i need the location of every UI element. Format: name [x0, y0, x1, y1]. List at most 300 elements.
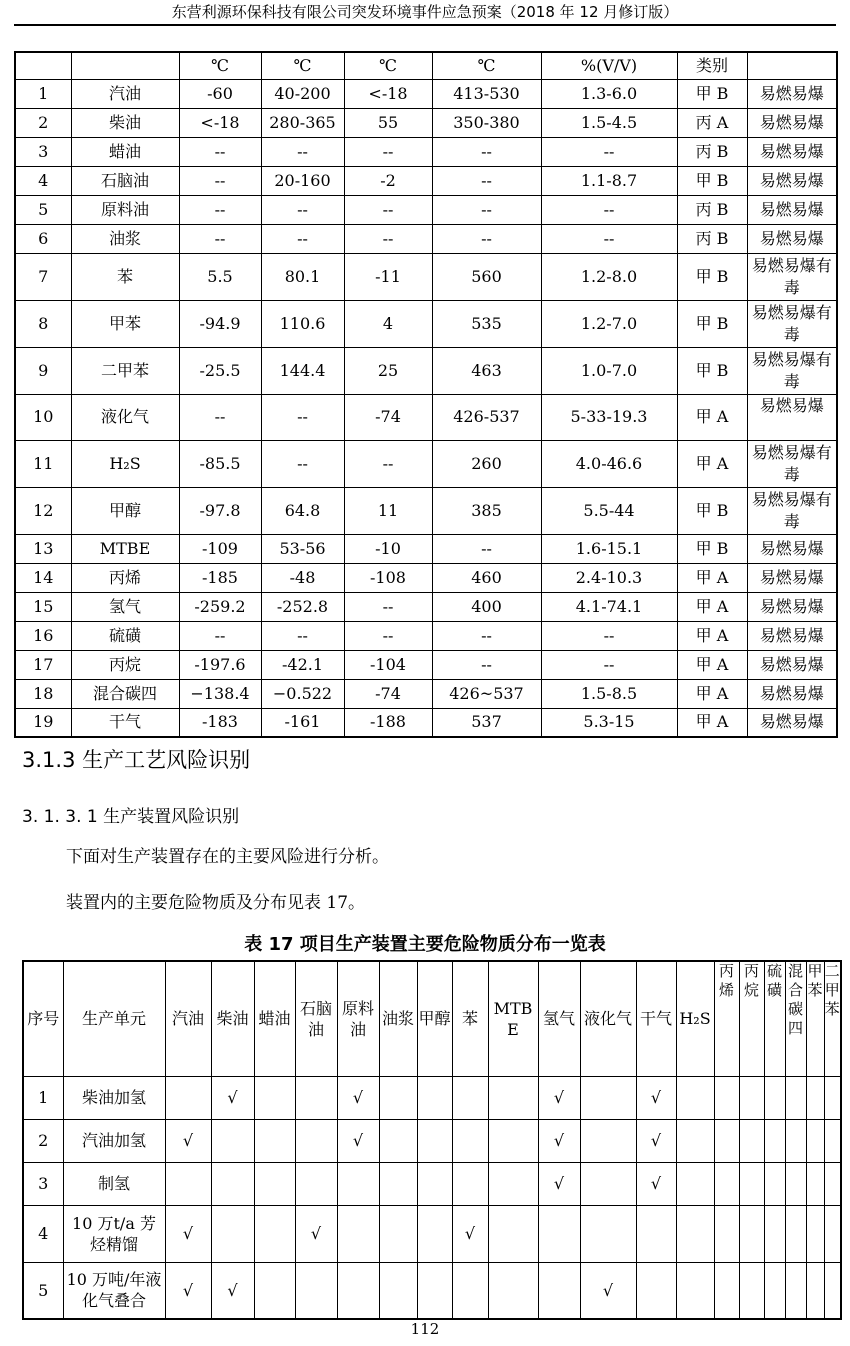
- column-header: 甲苯: [806, 961, 824, 1076]
- table-cell: --: [432, 224, 541, 253]
- column-header: 液化气: [580, 961, 636, 1076]
- column-header: 序号: [23, 961, 63, 1076]
- table-cell: [379, 1119, 417, 1162]
- table-cell: [636, 1205, 676, 1262]
- table-cell: 5.5: [179, 253, 261, 300]
- table-cell: [747, 52, 837, 79]
- table-cell: [676, 1162, 714, 1205]
- column-header: 柴油: [211, 961, 254, 1076]
- table-cell: --: [432, 195, 541, 224]
- table-cell: [714, 1205, 739, 1262]
- table-row: [15, 394, 837, 440]
- table-cell: 甲 B: [677, 166, 747, 195]
- table-row: [15, 563, 837, 592]
- table-row: [15, 534, 837, 563]
- subsection-heading: 3. 1. 3. 1 生产装置风险识别: [22, 807, 240, 827]
- table-cell: 丙 B: [677, 137, 747, 166]
- table-cell: 110.6: [261, 300, 344, 347]
- table-row: [15, 592, 837, 621]
- table-cell: 426-537: [432, 394, 541, 440]
- table-cell: [211, 1119, 254, 1162]
- table-cell: 1: [15, 79, 71, 108]
- table-cell: 18: [15, 679, 71, 708]
- table-cell: 1.1-8.7: [541, 166, 677, 195]
- table-cell: 5-33-19.3: [541, 394, 677, 440]
- table-cell: 1.0-7.0: [541, 347, 677, 394]
- table-cell: [580, 1162, 636, 1205]
- table-row: [15, 347, 837, 394]
- table-cell: 10: [15, 394, 71, 440]
- table-cell: 易燃易爆: [747, 708, 837, 737]
- table-cell: --: [541, 650, 677, 679]
- table-cell: √: [211, 1262, 254, 1319]
- table-row: [15, 300, 837, 347]
- table-row: [23, 1262, 841, 1319]
- table-cell: --: [179, 621, 261, 650]
- table-cell: [254, 1262, 295, 1319]
- table-cell: -97.8: [179, 487, 261, 534]
- table-cell: --: [344, 137, 432, 166]
- table-cell: 丙烯: [71, 563, 179, 592]
- table-cell: -109: [179, 534, 261, 563]
- table-cell: [764, 1162, 785, 1205]
- table-cell: [580, 1076, 636, 1119]
- table-cell: --: [179, 224, 261, 253]
- table-cell: 6: [15, 224, 71, 253]
- table-cell: [337, 1162, 379, 1205]
- table-cell: [538, 1262, 580, 1319]
- table-cell: 丙烷: [71, 650, 179, 679]
- table-row: [23, 1076, 841, 1119]
- table-cell: [676, 1119, 714, 1162]
- table-cell: 12: [15, 487, 71, 534]
- table-cell: 1.5-4.5: [541, 108, 677, 137]
- table-cell: 汽油加氢: [63, 1119, 165, 1162]
- column-header: 石脑油: [295, 961, 337, 1076]
- table-cell: [452, 1119, 488, 1162]
- table-cell: 80.1: [261, 253, 344, 300]
- table-cell: <-18: [179, 108, 261, 137]
- table-cell: 1.2-8.0: [541, 253, 677, 300]
- table-cell: 13: [15, 534, 71, 563]
- table-cell: [580, 1119, 636, 1162]
- table-cell: 丙 A: [677, 108, 747, 137]
- table-cell: ℃: [261, 52, 344, 79]
- table-cell: 19: [15, 708, 71, 737]
- table-cell: [295, 1162, 337, 1205]
- table-row: [15, 440, 837, 487]
- column-header: 甲醇: [417, 961, 452, 1076]
- table-cell: --: [344, 224, 432, 253]
- table-cell: [452, 1262, 488, 1319]
- table-cell: 甲醇: [71, 487, 179, 534]
- table-cell: 甲 B: [677, 487, 747, 534]
- table-cell: -259.2: [179, 592, 261, 621]
- column-header: H₂S: [676, 961, 714, 1076]
- table-cell: [806, 1076, 824, 1119]
- table-cell: [714, 1119, 739, 1162]
- table-cell: √: [452, 1205, 488, 1262]
- table-cell: 53-56: [261, 534, 344, 563]
- table-cell: -85.5: [179, 440, 261, 487]
- table-row: [15, 621, 837, 650]
- table-cell: 535: [432, 300, 541, 347]
- table-cell: 1.5-8.5: [541, 679, 677, 708]
- table-cell: √: [636, 1076, 676, 1119]
- table-cell: [379, 1205, 417, 1262]
- table-cell: 易燃易爆: [747, 79, 837, 108]
- table-cell: 4.1-74.1: [541, 592, 677, 621]
- table-cell: 甲 A: [677, 650, 747, 679]
- table-cell: [764, 1205, 785, 1262]
- table-cell: [417, 1162, 452, 1205]
- table-cell: 20-160: [261, 166, 344, 195]
- table-cell: √: [580, 1262, 636, 1319]
- column-header: MTBE: [488, 961, 538, 1076]
- table-cell: 易燃易爆: [747, 650, 837, 679]
- table-cell: [295, 1119, 337, 1162]
- table-cell: [254, 1119, 295, 1162]
- table-cell: --: [432, 534, 541, 563]
- table-cell: 11: [344, 487, 432, 534]
- table-cell: [764, 1119, 785, 1162]
- table-cell: [452, 1076, 488, 1119]
- table-cell: [488, 1119, 538, 1162]
- column-header: 丙烯: [714, 961, 739, 1076]
- table-cell: 400: [432, 592, 541, 621]
- table-cell: √: [165, 1205, 211, 1262]
- table-cell: 柴油: [71, 108, 179, 137]
- table-cell: [714, 1162, 739, 1205]
- page-header: 东营利源环保科技有限公司突发环境事件应急预案（2018 年 12 月修订版）: [14, 0, 836, 26]
- table-cell: ℃: [432, 52, 541, 79]
- table-cell: -183: [179, 708, 261, 737]
- table-cell: -25.5: [179, 347, 261, 394]
- table-cell: 8: [15, 300, 71, 347]
- table-cell: 易燃易爆: [747, 534, 837, 563]
- table-cell: 易燃易爆: [747, 166, 837, 195]
- table-cell: 油浆: [71, 224, 179, 253]
- table-cell: 5.3-15: [541, 708, 677, 737]
- table-cell: 液化气: [71, 394, 179, 440]
- table-cell: --: [179, 195, 261, 224]
- table-cell: [806, 1162, 824, 1205]
- table-cell: √: [538, 1162, 580, 1205]
- table-cell: -188: [344, 708, 432, 737]
- table-cell: [676, 1262, 714, 1319]
- table-cell: √: [538, 1076, 580, 1119]
- table-cell: -197.6: [179, 650, 261, 679]
- table-cell: 苯: [71, 253, 179, 300]
- table-cell: [71, 52, 179, 79]
- table-cell: -161: [261, 708, 344, 737]
- table-cell: [676, 1076, 714, 1119]
- table-cell: √: [636, 1162, 676, 1205]
- table-cell: --: [261, 394, 344, 440]
- table-cell: 55: [344, 108, 432, 137]
- table-cell: 9: [15, 347, 71, 394]
- table-cell: √: [165, 1262, 211, 1319]
- table-cell: [295, 1076, 337, 1119]
- table-cell: 甲 A: [677, 440, 747, 487]
- table-cell: 5.5-44: [541, 487, 677, 534]
- table-cell: −0.522: [261, 679, 344, 708]
- table-cell: -74: [344, 394, 432, 440]
- table-cell: 25: [344, 347, 432, 394]
- table-cell: 二甲苯: [71, 347, 179, 394]
- table-cell: --: [344, 592, 432, 621]
- table-cell: 460: [432, 563, 541, 592]
- table-row: [23, 1205, 841, 1262]
- table-row: [15, 487, 837, 534]
- table-cell: 463: [432, 347, 541, 394]
- table-cell: 10 万t/a 芳烃精馏: [63, 1205, 165, 1262]
- table-cell: --: [179, 394, 261, 440]
- table-cell: --: [541, 137, 677, 166]
- table-cell: --: [261, 224, 344, 253]
- table-row: [15, 137, 837, 166]
- table-cell: 280-365: [261, 108, 344, 137]
- table-cell: 甲 B: [677, 347, 747, 394]
- table-cell: √: [636, 1119, 676, 1162]
- table-cell: [295, 1262, 337, 1319]
- table-cell: --: [541, 224, 677, 253]
- table-cell: 10 万吨/年液化气叠合: [63, 1262, 165, 1319]
- table-cell: %(V/V): [541, 52, 677, 79]
- table-cell: 易燃易爆有毒: [747, 347, 837, 394]
- table-cell: 2.4-10.3: [541, 563, 677, 592]
- table-cell: 260: [432, 440, 541, 487]
- table-cell: [714, 1076, 739, 1119]
- table-cell: <-18: [344, 79, 432, 108]
- column-header: 汽油: [165, 961, 211, 1076]
- table-cell: 易燃易爆: [747, 224, 837, 253]
- table-cell: 甲苯: [71, 300, 179, 347]
- table-cell: [785, 1162, 806, 1205]
- table-row: [23, 1162, 841, 1205]
- table-cell: 537: [432, 708, 541, 737]
- column-header: 油浆: [379, 961, 417, 1076]
- table-cell: 4: [23, 1205, 63, 1262]
- table-cell: 制氢: [63, 1162, 165, 1205]
- table-cell: 4: [344, 300, 432, 347]
- table-cell: [15, 52, 71, 79]
- table-cell: --: [432, 137, 541, 166]
- table-cell: [739, 1205, 764, 1262]
- table-cell: 甲 A: [677, 708, 747, 737]
- table-cell: [165, 1076, 211, 1119]
- table-row: [15, 79, 837, 108]
- table-cell: -48: [261, 563, 344, 592]
- table-cell: [379, 1076, 417, 1119]
- table-cell: [417, 1262, 452, 1319]
- table-cell: --: [541, 195, 677, 224]
- table-cell: MTBE: [71, 534, 179, 563]
- table-cell: √: [337, 1119, 379, 1162]
- table-cell: 2: [23, 1119, 63, 1162]
- table-cell: [785, 1205, 806, 1262]
- table-cell: [254, 1162, 295, 1205]
- table-cell: [379, 1162, 417, 1205]
- table-header-row: [15, 52, 837, 79]
- table-cell: 类别: [677, 52, 747, 79]
- table-cell: --: [432, 621, 541, 650]
- table-cell: [806, 1119, 824, 1162]
- table-cell: 1.2-7.0: [541, 300, 677, 347]
- paragraph: 下面对生产装置存在的主要风险进行分析。: [66, 847, 389, 867]
- table-cell: [739, 1076, 764, 1119]
- table-cell: 甲 A: [677, 679, 747, 708]
- table-cell: 易燃易爆有毒: [747, 487, 837, 534]
- table-row: [15, 679, 837, 708]
- table-cell: -104: [344, 650, 432, 679]
- table-cell: 易燃易爆: [747, 394, 837, 440]
- table-cell: [764, 1076, 785, 1119]
- table-cell: 385: [432, 487, 541, 534]
- table-cell: √: [295, 1205, 337, 1262]
- table-cell: -42.1: [261, 650, 344, 679]
- table-cell: --: [179, 137, 261, 166]
- table-cell: √: [538, 1119, 580, 1162]
- table-cell: --: [261, 440, 344, 487]
- table-row: [15, 195, 837, 224]
- table-cell: [165, 1162, 211, 1205]
- table-cell: --: [432, 166, 541, 195]
- table-cell: [254, 1205, 295, 1262]
- column-header: 二甲苯: [824, 961, 841, 1076]
- table-cell: ℃: [179, 52, 261, 79]
- table-cell: --: [261, 137, 344, 166]
- table-cell: 硫磺: [71, 621, 179, 650]
- table-cell: [824, 1119, 841, 1162]
- table-cell: 甲 B: [677, 79, 747, 108]
- column-header: 苯: [452, 961, 488, 1076]
- table-cell: 易燃易爆: [747, 195, 837, 224]
- table-cell: 64.8: [261, 487, 344, 534]
- table-cell: -252.8: [261, 592, 344, 621]
- column-header: 原料油: [337, 961, 379, 1076]
- table-cell: --: [179, 166, 261, 195]
- table-cell: -94.9: [179, 300, 261, 347]
- table-cell: [417, 1076, 452, 1119]
- table-cell: -60: [179, 79, 261, 108]
- table-cell: 426~537: [432, 679, 541, 708]
- table-cell: 柴油加氢: [63, 1076, 165, 1119]
- table-cell: ℃: [344, 52, 432, 79]
- table-cell: H₂S: [71, 440, 179, 487]
- table-cell: 石脑油: [71, 166, 179, 195]
- table-cell: 易燃易爆: [747, 679, 837, 708]
- table-cell: √: [165, 1119, 211, 1162]
- section-heading: 3.1.3 生产工艺风险识别: [22, 748, 251, 772]
- table-cell: 40-200: [261, 79, 344, 108]
- table-cell: [379, 1262, 417, 1319]
- table-cell: [337, 1205, 379, 1262]
- hazard-distribution-table: [22, 960, 842, 1320]
- table-cell: 易燃易爆有毒: [747, 300, 837, 347]
- table-cell: --: [344, 195, 432, 224]
- table-cell: 5: [15, 195, 71, 224]
- column-header: 生产单元: [63, 961, 165, 1076]
- table-row: [15, 650, 837, 679]
- table-row: [15, 708, 837, 737]
- table-cell: 2: [15, 108, 71, 137]
- table-row: [23, 1119, 841, 1162]
- table-cell: [488, 1205, 538, 1262]
- table-row: [15, 253, 837, 300]
- table-cell: [417, 1205, 452, 1262]
- column-header: 硫磺: [764, 961, 785, 1076]
- table-cell: [676, 1205, 714, 1262]
- table-cell: 144.4: [261, 347, 344, 394]
- paragraph: 装置内的主要危险物质及分布见表 17。: [66, 893, 366, 913]
- table-cell: -185: [179, 563, 261, 592]
- table-cell: 413-530: [432, 79, 541, 108]
- table-cell: 易燃易爆: [747, 137, 837, 166]
- table-cell: 易燃易爆: [747, 563, 837, 592]
- column-header: 蜡油: [254, 961, 295, 1076]
- table-caption: 表 17 项目生产装置主要危险物质分布一览表: [244, 934, 606, 955]
- table-cell: -74: [344, 679, 432, 708]
- table-cell: 560: [432, 253, 541, 300]
- table-cell: [806, 1262, 824, 1319]
- table-cell: [739, 1162, 764, 1205]
- table-cell: 易燃易爆: [747, 621, 837, 650]
- table-cell: 甲 A: [677, 563, 747, 592]
- table-cell: [488, 1262, 538, 1319]
- table-cell: [488, 1076, 538, 1119]
- table-cell: 5: [23, 1262, 63, 1319]
- table-cell: [580, 1205, 636, 1262]
- table-cell: 易燃易爆有毒: [747, 253, 837, 300]
- table-cell: √: [211, 1076, 254, 1119]
- table-cell: [636, 1262, 676, 1319]
- table-cell: 甲 A: [677, 621, 747, 650]
- table-cell: 易燃易爆: [747, 108, 837, 137]
- table-cell: --: [541, 621, 677, 650]
- table-cell: --: [261, 195, 344, 224]
- table-cell: -2: [344, 166, 432, 195]
- table-row: [15, 108, 837, 137]
- table-cell: 丙 B: [677, 224, 747, 253]
- table-row: [15, 166, 837, 195]
- table-cell: 17: [15, 650, 71, 679]
- table-row: [15, 224, 837, 253]
- table-cell: [806, 1205, 824, 1262]
- table-cell: 甲 B: [677, 253, 747, 300]
- table-cell: 易燃易爆有毒: [747, 440, 837, 487]
- table-cell: 3: [23, 1162, 63, 1205]
- table-cell: 11: [15, 440, 71, 487]
- table-cell: 4.0-46.6: [541, 440, 677, 487]
- table-header-row: [23, 961, 841, 1076]
- table-cell: 原料油: [71, 195, 179, 224]
- table-cell: [785, 1119, 806, 1162]
- table-cell: 汽油: [71, 79, 179, 108]
- table-cell: [452, 1162, 488, 1205]
- table-cell: 甲 B: [677, 300, 747, 347]
- table-cell: --: [344, 440, 432, 487]
- table-cell: [824, 1162, 841, 1205]
- table-cell: -10: [344, 534, 432, 563]
- table-cell: [824, 1262, 841, 1319]
- table-cell: 16: [15, 621, 71, 650]
- table-cell: [739, 1262, 764, 1319]
- table-cell: [211, 1162, 254, 1205]
- table-cell: 350-380: [432, 108, 541, 137]
- table-cell: 混合碳四: [71, 679, 179, 708]
- column-header: 氢气: [538, 961, 580, 1076]
